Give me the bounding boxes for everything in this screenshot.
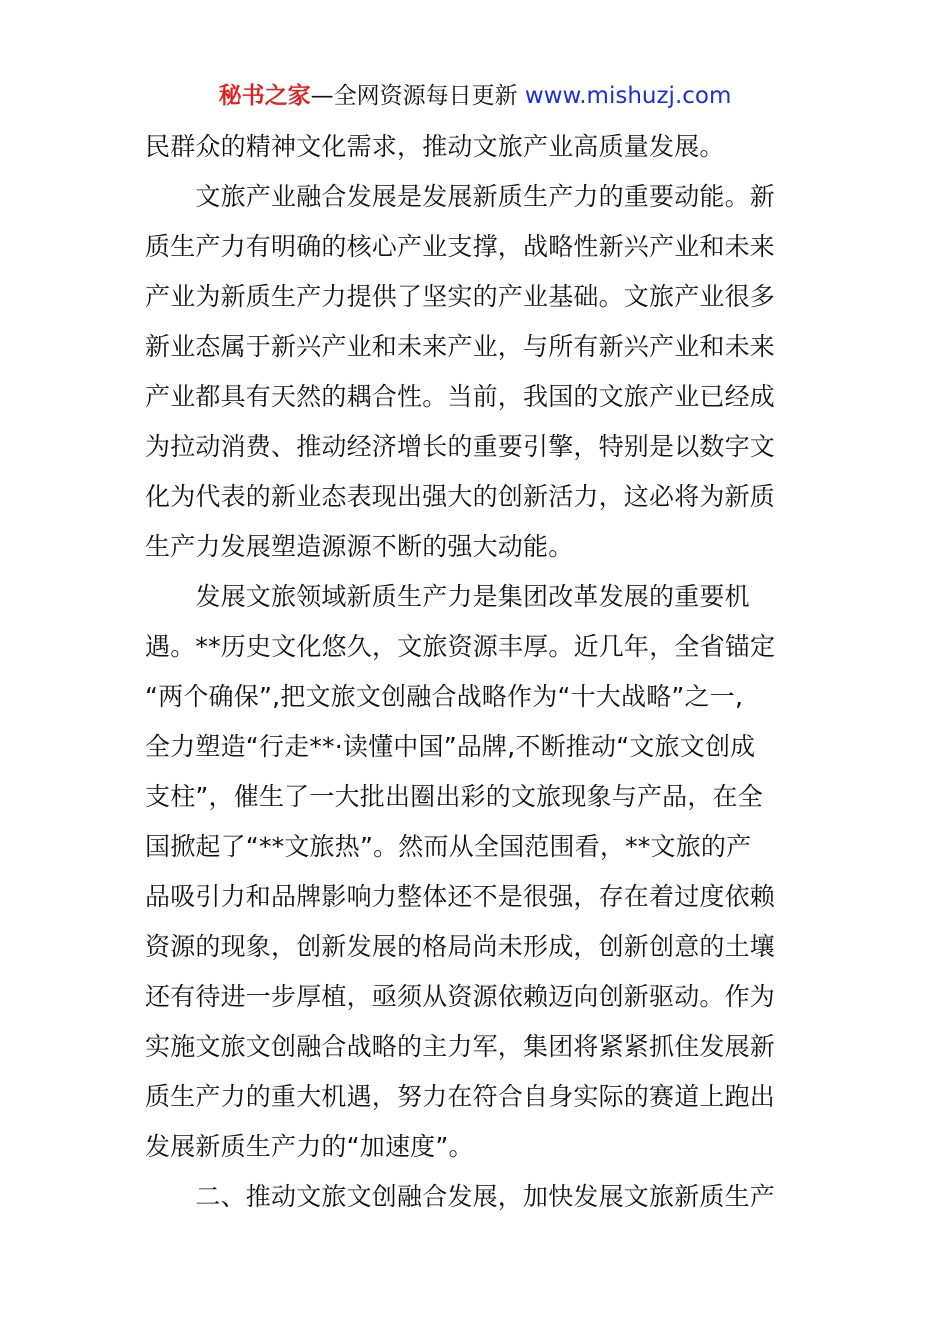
section-heading: 二、推动文旅文创融合发展，加快发展文旅新质生产 <box>145 1182 776 1211</box>
site-url-link[interactable]: www.mishuzj.com <box>524 83 732 109</box>
site-tagline: —全网资源每日更新 <box>310 83 518 109</box>
text-line: 全力塑造“行走**·读懂中国”品牌,不断推动“文旅文创成 <box>145 732 756 761</box>
site-header <box>0 80 950 112</box>
text-line: 产业都具有天然的耦合性。当前，我国的文旅产业已经成 <box>145 382 776 411</box>
text-line: 遇。**历史文化悠久，文旅资源丰厚。近几年，全省锚定 <box>145 632 776 661</box>
text-line: 品吸引力和品牌影响力整体还不是很强，存在着过度依赖 <box>145 882 776 911</box>
text-line: 实施文旅文创融合战略的主力军，集团将紧紧抓住发展新 <box>145 1032 776 1061</box>
text-line: 质生产力的重大机遇，努力在符合自身实际的赛道上跑出 <box>145 1082 776 1111</box>
text-line: 发展文旅领域新质生产力是集团改革发展的重要机 <box>145 582 750 611</box>
text-line: 还有待进一步厚植，亟须从资源依赖迈向创新驱动。作为 <box>145 982 776 1011</box>
text-line: 发展新质生产力的“加速度”。 <box>145 1132 474 1161</box>
text-line: 国掀起了“**文旅热”。然而从全国范围看，**文旅的产 <box>145 832 752 861</box>
text-line: 新业态属于新兴产业和未来产业，与所有新兴产业和未来 <box>145 332 776 361</box>
text-line: 支柱”，催生了一大批出圈出彩的文旅现象与产品，在全 <box>145 782 763 811</box>
text-line: 产业为新质生产力提供了坚实的产业基础。文旅产业很多 <box>145 282 776 311</box>
text-line: 为拉动消费、推动经济增长的重要引擎，特别是以数字文 <box>145 432 776 461</box>
text-line: 质生产力有明确的核心产业支撑，战略性新兴产业和未来 <box>145 232 776 261</box>
text-line: 化为代表的新业态表现出强大的创新活力，这必将为新质 <box>145 482 776 511</box>
site-brand: 秘书之家 <box>218 83 311 109</box>
text-line: 资源的现象，创新发展的格局尚未形成，创新创意的土壤 <box>145 932 776 961</box>
text-line: “两个确保”,把文旅文创融合战略作为“十大战略”之一, <box>145 682 744 711</box>
text-line: 文旅产业融合发展是发展新质生产力的重要动能。新 <box>145 182 776 211</box>
text-line: 生产力发展塑造源源不断的强大动能。 <box>145 532 574 561</box>
text-line: 民群众的精神文化需求，推动文旅产业高质量发展。 <box>145 132 725 161</box>
